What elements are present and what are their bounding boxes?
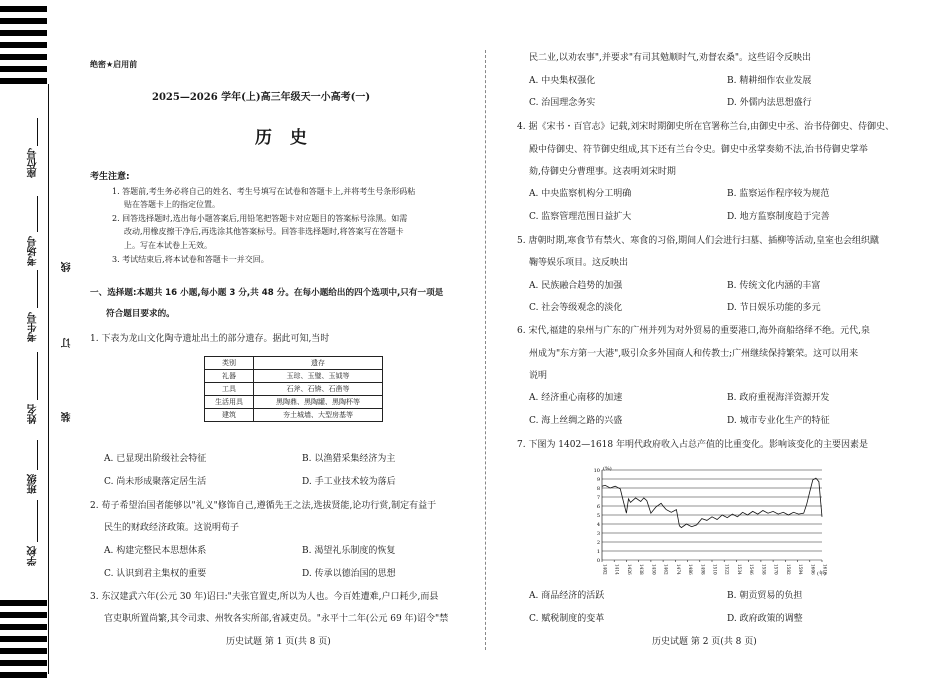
- class-label: 班级: [28, 474, 39, 494]
- x-tick-label: 1582: [785, 564, 791, 575]
- q4-stem: 4. 据《宋书・百官志》记载,刘宋时期御史所在官署称兰台,由御史中丞、治书侍御史、侍御史、: [517, 122, 895, 132]
- q5-stem-cont: 鞠等娱乐项目。这反映出: [529, 258, 629, 268]
- table-cell: 玉琮、玉璧、玉钺等: [254, 370, 383, 383]
- page-2-footer: 历史试题 第 2 页(共 8 页): [652, 637, 757, 647]
- table-cell: 建筑: [205, 409, 254, 422]
- secret-label: 绝密★启用前: [90, 60, 138, 69]
- x-tick-label: 1426: [626, 564, 632, 575]
- x-tick-label: 1462: [663, 564, 669, 575]
- q6-stem-end: 说明: [529, 371, 548, 381]
- revenue-share-line: [602, 478, 822, 527]
- exam-title: 2025—2026 学年(上)高三年级天一小高考(一): [152, 92, 371, 103]
- q3-option-d[interactable]: D. 外儒内法思想盛行: [727, 98, 812, 108]
- chart-x-ticks: [603, 564, 828, 575]
- q2-stem: 2. 荀子希望治国者能够以"礼义"修饰自己,遵循先王之法,选拔贤能,论功行赏,制定有益于: [90, 501, 437, 511]
- chart-x-axis-label: (年): [817, 571, 826, 577]
- table-cell: 黑陶鼎、黑陶罐、黑陶杯等: [254, 396, 383, 409]
- seat-number-field[interactable]: [37, 118, 38, 146]
- x-tick-label: 1486: [688, 564, 694, 575]
- q2-option-c[interactable]: C. 认识到君主集权的重要: [104, 569, 207, 579]
- q3-stem-end: 民二业,以劝农事",并要求"有司其勉顺时气,劝督农桑"。这些诏令反映出: [529, 53, 812, 63]
- binding-line: [48, 84, 49, 674]
- q6-option-b[interactable]: B. 政府重视海洋资源开发: [727, 393, 830, 403]
- school-field[interactable]: [37, 500, 38, 542]
- y-tick-label: 8: [596, 485, 600, 492]
- y-tick-label: 1: [596, 548, 600, 555]
- subject-title: 历 史: [255, 128, 313, 148]
- q5-option-b[interactable]: B. 传统文化内涵的丰富: [727, 281, 821, 291]
- q2-stem-cont: 民生的财政经济政策。这说明荀子: [104, 523, 240, 533]
- chart-grid: [602, 470, 822, 562]
- table-cell: 礼器: [205, 370, 254, 383]
- chart-y-axis-label: (%): [603, 466, 612, 472]
- q1-option-b[interactable]: B. 以渔猎采集经济为主: [302, 454, 396, 464]
- q3-option-b[interactable]: B. 精耕细作农业发展: [727, 76, 812, 86]
- table-header-cell: 遗存: [254, 357, 383, 370]
- y-tick-label: 4: [596, 521, 600, 528]
- notice-item: 3. 考试结束后,将本试卷和答题卡一并交回。: [112, 255, 269, 264]
- x-tick-label: 1534: [736, 564, 742, 575]
- q6-option-d[interactable]: D. 城市专业化生产的特征: [727, 416, 830, 426]
- q3-option-c[interactable]: C. 治国理念务实: [529, 98, 596, 108]
- notice-item: 1. 答题前,考生务必将自己的姓名、考生号填写在试卷和答题卡上,并将考生号条形码粘: [112, 187, 416, 196]
- y-tick-label: 9: [596, 476, 600, 483]
- q4-option-a[interactable]: A. 中央监察机构分工明确: [529, 189, 632, 199]
- q7-option-a[interactable]: A. 商品经济的活跃: [529, 591, 605, 601]
- y-tick-label: 3: [596, 530, 600, 537]
- q7-option-b[interactable]: B. 朝贡贸易的负担: [727, 591, 803, 601]
- section-heading: 一、选择题:本题共 16 小题,每小题 3 分,共 48 分。在每小题给出的四个选项中,只有一项是: [90, 288, 444, 298]
- page-1-footer: 历史试题 第 1 页(共 8 页): [226, 637, 331, 647]
- x-tick-label: 1606: [810, 564, 816, 575]
- y-tick-label: 5: [596, 512, 600, 519]
- table-header-cell: 类别: [205, 357, 254, 370]
- school-label: 学校: [28, 546, 39, 566]
- q2-option-b[interactable]: B. 渴望礼乐制度的恢复: [302, 546, 396, 556]
- q1-option-a[interactable]: A. 已显现出阶级社会特征: [104, 454, 207, 464]
- q1-option-c[interactable]: C. 尚未形成聚落定居生活: [104, 477, 207, 487]
- chart-y-ticks: [594, 468, 600, 564]
- q5-option-d[interactable]: D. 节日娱乐功能的多元: [727, 303, 821, 313]
- notice-title: 考生注意:: [90, 172, 130, 182]
- y-tick-label: 10: [593, 467, 600, 474]
- x-tick-label: 1522: [724, 564, 730, 575]
- q6-stem-cont: 州成为"东方第一大港",吸引众多外国商人和传教士;广州继续保持繁荣。这可以用来: [529, 349, 859, 359]
- exam-room-label: 考场号: [28, 236, 39, 266]
- q1-relics-table: [204, 356, 383, 422]
- candidate-number-field[interactable]: [37, 270, 38, 308]
- exam-room-field[interactable]: [37, 196, 38, 232]
- x-tick-label: 1474: [675, 564, 681, 575]
- q2-option-d[interactable]: D. 传承以德治国的思想: [302, 569, 396, 579]
- name-label: 姓名: [28, 404, 39, 424]
- cut-mark-line: 线: [62, 262, 73, 272]
- q3-stem: 3. 东汉建武六年(公元 30 年)诏曰:"夫张官置吏,所以为人也。今百姓遭难,户口耗少,而县: [90, 592, 439, 602]
- table-cell: 夯土城墙、大型房基等: [254, 409, 383, 422]
- x-tick-label: 1498: [700, 564, 706, 575]
- y-tick-label: 6: [596, 503, 600, 510]
- class-field[interactable]: [37, 440, 38, 470]
- x-tick-label: 1558: [761, 564, 767, 575]
- y-tick-label: 0: [596, 557, 600, 564]
- notice-item: 贴在答题卡上的指定位置。: [124, 200, 220, 209]
- q5-option-c[interactable]: C. 社会等级观念的淡化: [529, 303, 623, 313]
- q5-stem: 5. 唐朝时期,寒食节有禁火、寒食的习俗,期间人们会进行扫墓、插柳等活动,皇室也会组织蹴: [517, 236, 880, 246]
- cut-mark-order: 订: [62, 338, 73, 348]
- x-tick-label: 1438: [639, 564, 645, 575]
- chart-series: [602, 478, 822, 527]
- q3-option-a[interactable]: A. 中央集权强化: [529, 76, 596, 86]
- q4-stem-end: 劾,侍御史分曹理事。这表明刘宋时期: [529, 167, 676, 177]
- name-field[interactable]: [37, 352, 38, 400]
- q7-option-c[interactable]: C. 赋税制度的变革: [529, 614, 605, 624]
- q4-option-d[interactable]: D. 地方监察制度趋于完善: [727, 212, 830, 222]
- q6-stem: 6. 宋代,福建的泉州与广东的广州并列为对外贸易的重要港口,海外商船络绎不绝。元代,泉: [517, 326, 871, 336]
- notice-item: 2. 回答选择题时,选出每小题答案后,用铅笔把答题卡对应题目的答案标号涂黑。如需: [112, 214, 408, 223]
- y-tick-label: 2: [596, 539, 600, 546]
- x-tick-label: 1450: [651, 564, 657, 575]
- x-tick-label: 1618: [822, 564, 828, 575]
- q1-stem: 1. 下表为龙山文化陶寺遗址出土的部分遗存。据此可知,当时: [90, 334, 330, 344]
- x-tick-label: 1570: [773, 564, 779, 575]
- q4-option-c[interactable]: C. 监察管理范围日益扩大: [529, 212, 632, 222]
- notice-item: 上。写在本试卷上无效。: [124, 241, 212, 250]
- page-divider: [485, 50, 486, 650]
- x-tick-label: 1414: [614, 564, 620, 575]
- x-tick-label: 1402: [602, 564, 608, 575]
- table-cell: 生活用具: [205, 396, 254, 409]
- notice-item: 改动,用橡皮擦干净后,再选涂其他答案标号。回答非选择题时,将答案写在答题卡: [124, 227, 404, 236]
- q7-stem: 7. 下图为 1402—1618 年明代政府收入占总产值的比重变化。影响该变化的主要因素是: [517, 440, 868, 450]
- q7-option-d[interactable]: D. 政府政策的调整: [727, 614, 803, 624]
- revenue-share-chart: [590, 462, 830, 584]
- q1-option-d[interactable]: D. 手工业技术较为落后: [302, 477, 396, 487]
- table-cell: 工具: [205, 383, 254, 396]
- section-heading-cont: 符合题目要求的。: [106, 309, 175, 319]
- y-tick-label: 7: [596, 494, 600, 501]
- table-cell: 石斧、石锛、石凿等: [254, 383, 383, 396]
- q5-option-a[interactable]: A. 民族融合趋势的加强: [529, 281, 623, 291]
- candidate-number-label: 考生号: [28, 312, 39, 342]
- q4-stem-cont: 殿中侍御史、符节御史组成,其下还有兰台令史。御史中丞掌奏劾不法,治书侍御史掌举: [529, 145, 868, 155]
- seat-number-label: 座位号: [28, 148, 39, 178]
- x-tick-label: 1510: [712, 564, 718, 575]
- cut-mark-bind: 装: [62, 412, 73, 422]
- x-tick-label: 1546: [749, 564, 755, 575]
- q3-stem-cont: 官吏职所置尚繁,其令司隶、州牧各实所部,省减吏员。"永平十二年(公元 69 年)诏令"禁: [104, 614, 449, 624]
- q4-option-b[interactable]: B. 监察运作程序较为规范: [727, 189, 830, 199]
- q2-option-a[interactable]: A. 构建完整民本思想体系: [104, 546, 207, 556]
- x-tick-label: 1594: [798, 564, 804, 575]
- q6-option-c[interactable]: C. 海上丝绸之路的兴盛: [529, 416, 623, 426]
- q6-option-a[interactable]: A. 经济重心南移的加速: [529, 393, 623, 403]
